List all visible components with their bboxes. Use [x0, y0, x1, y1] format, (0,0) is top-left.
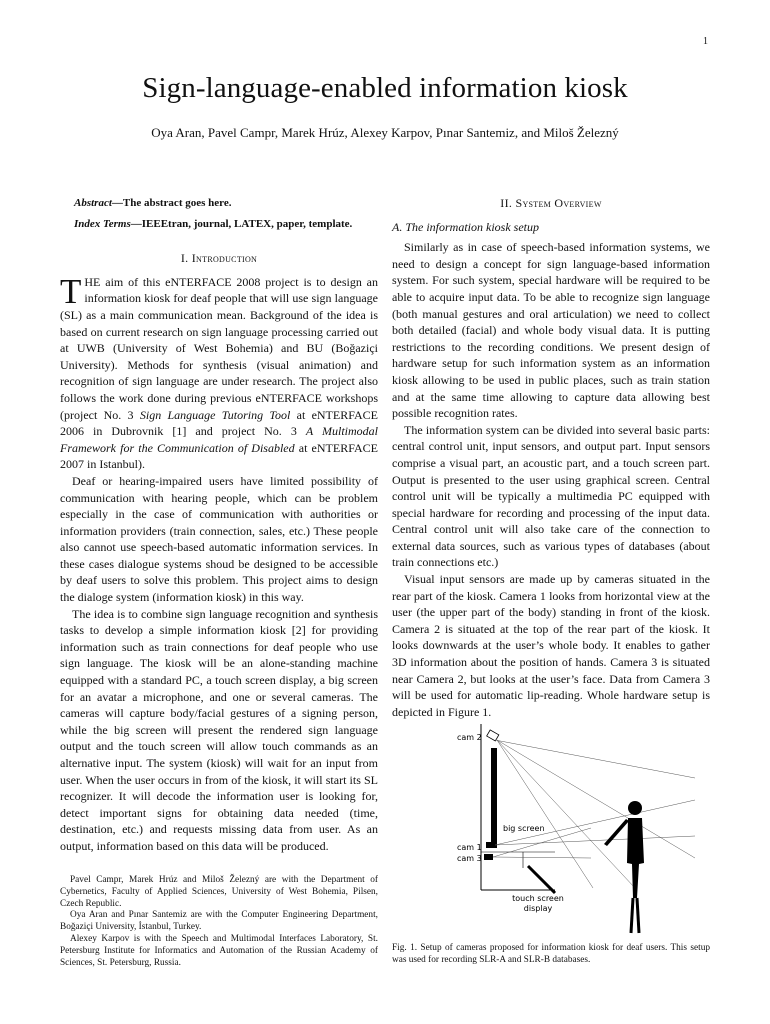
- index-terms-label: Index Terms: [74, 217, 131, 230]
- intro-paragraph-3: The idea is to combine sign language recognition and synthesis tasks to develop a simple information kiosk [2] for providing information such as train connections for deaf people who use sign language. The kiosk will be an alone-standing machine equipped with a standard PC, a touch screen display, a big screen for an avatar a microphone, and one or several cameras. The cameras will capture body/facial gestures of a signing person, while the big screen will present the rendered sign language output and the touch screen will allow touch commands as an alternative input. The system (kiosk) will wait for an input from user. When the user occurs in from of the kiosk, it will start its SL recognizer. It will decode the information user is looking for, detect important signs for obtaining data needed (time, destination, etc.) and requests missing data from user. As an output, information based on this data will be produced.: [60, 606, 378, 853]
- kiosk-setup-figure: [395, 718, 705, 948]
- footnote-3: Alexey Karpov is with the Speech and Multimodal Interfaces Laboratory, St. Petersburg Institute for Informatics and Automation of the Russian Academy of Sciences, St. Petersburg, Russia.: [60, 933, 378, 968]
- subsection-heading-kiosk-setup: A. The information kiosk setup: [392, 219, 539, 234]
- label-cam-2: cam 2: [457, 733, 482, 742]
- page-number: 1: [703, 36, 708, 47]
- big-screen-panel: [491, 748, 497, 848]
- footnote-2: Oya Aran and Pınar Santemiz are with the Computer Engineering Department, Boğaziçi University, İstanbul, Turkey.: [60, 910, 378, 933]
- overview-paragraph-2: The information system can be divided into several basic parts: central control unit, input sensors, and output part. Input sensors comprise a visual part, an acoustic part, and a touch screen part. Output is presented to the user using graphical screen. Central control unit will be typically a multimedia PC equipped with special hardware for recording and processing of the input data. Central control unit will also take care of the connection to external data sources, such as various types of databases (about train connections etc.): [392, 422, 710, 570]
- figure-caption: Fig. 1. Setup of cameras proposed for information kiosk for deaf users. This setup was used for recording SLR-A and SLR-B databases.: [392, 943, 710, 965]
- label-touch-screen: touch screen: [512, 894, 564, 903]
- label-big-screen: big screen: [503, 824, 545, 833]
- right-column: [392, 195, 710, 720]
- left-column: [60, 195, 378, 855]
- label-touch-display: display: [523, 904, 553, 913]
- section-heading-introduction: I. Introduction: [180, 251, 258, 266]
- user-silhouette: [604, 801, 644, 933]
- abstract: [74, 195, 378, 212]
- intro-p1-text-c: at eNTERFACE 2007 in Istanbul).: [60, 440, 378, 472]
- overview-paragraph-1: Similarly as in case of speech-based information systems, we need to design a concept for sign language-based information system. For such system, special hardware will be required to be able to acquire input data. To be able to recognize sign language (both manual gestures and oral articulation) we need to collect both detailed (facial) and whole body visual data. It is putting restrictions to the recording conditions. We present design of hardware setup for such information system as an information kiosk allowing to be used in public places, such as train station and at the same time allowing to capture data allowing best possible recognition rates.: [392, 240, 710, 421]
- paper-title: Sign-language-enabled information kiosk: [142, 72, 628, 104]
- abstract-label: Abstract: [74, 197, 112, 209]
- intro-p1-italic-1: Sign Language Tutoring Tool: [139, 407, 291, 422]
- abstract-text: —The abstract goes here.: [111, 197, 232, 209]
- label-cam-1: cam 1: [457, 843, 482, 852]
- index-terms-text: —IEEEtran, journal, LATEX, paper, template.: [130, 217, 353, 230]
- author-list: Oya Aran, Pavel Campr, Marek Hrúz, Alexey Karpov, Pınar Santemiz, and Miloš Železný: [151, 125, 619, 140]
- camera-2-icon: [487, 730, 499, 741]
- drop-cap: T: [60, 271, 82, 311]
- section-heading-system-overview: II. System Overview: [500, 196, 602, 210]
- intro-p1-text-a: HE aim of this eNTERFACE 2008 project is to design an information kiosk for deaf people that will use sign language (SL) as a main communication mean. Background of the idea is based on current research on sign language processing carried out at UWB (University of West Bohemia) and BU (Boğaziçi University). Methods for synthesis (visual animation) and recognition of sign language are under research. The project also follows the work done during previous eNTERFACE workshops (project No. 3: [60, 274, 378, 422]
- index-terms: [74, 216, 378, 233]
- label-cam-3: cam 3: [457, 854, 482, 863]
- touch-screen-panel: [528, 866, 555, 893]
- intro-p1-italic-2: A Multimodal Framework for the Communication of Disabled: [60, 424, 378, 455]
- footnotes: [60, 875, 378, 969]
- overview-paragraph-3: Visual input sensors are made up by cameras situated in the rear part of the kiosk. Camera 1 looks from horizontal view at the user (the upper part of the body) standing in front of the kiosk. Camera 2 is situated at the top of the rear part of the kiosk. It looks downwards at the user’s whole body. It enables to gather 3D information about the position of hands. Camera 3 is situated near Camera 2, but looks at the user’s face. Data from Camera 3 will be used for automatic lip-reading. Whole hardware setup is depicted in Figure 1.: [392, 572, 710, 719]
- camera-1-icon: [486, 842, 495, 848]
- intro-paragraph-2: Deaf or hearing-impaired users have limited possibility of communication with hearing people, which can be problem especially in the case of communication with authorities or information providers (train connection, sales, etc.) These people also cannot use speech-based automatic information services. In these cases dialogue systems shoud be designed to be accessible by deaf users to solve this problem. This project aims to design the dialoge system (information kiosk) in this way.: [60, 473, 378, 605]
- camera-3-icon: [484, 854, 493, 860]
- intro-paragraph-1: [60, 271, 379, 473]
- intro-p1-text-b: at eNTERFACE 2006 in Dubrovnik [1] and project No. 3: [60, 407, 379, 439]
- footnote-1: Pavel Campr, Marek Hrúz and Miloš Železný are with the Department of Cybernetics, Faculty of Applied Sciences, University of West Bohemia, Pilsen, Czech Republic.: [60, 875, 378, 909]
